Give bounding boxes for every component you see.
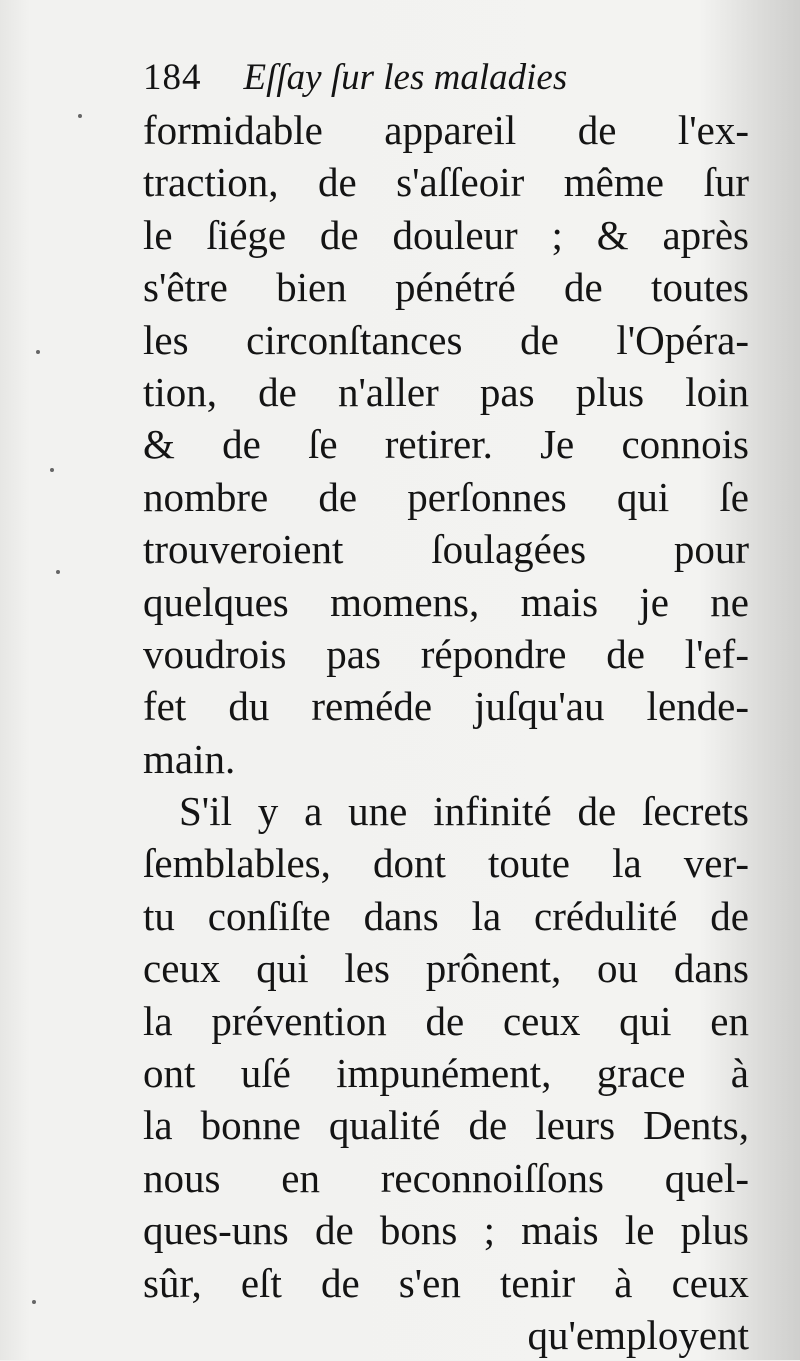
page-number: 184 (143, 57, 202, 98)
running-header (143, 52, 749, 104)
paper-speck (36, 350, 40, 354)
text-line: ques-uns de bons ; mais le plus (143, 1207, 749, 1254)
catchword: qu'employent (527, 1311, 749, 1358)
paper-speck (78, 114, 82, 118)
text-line: trouveroient ſoulagées pour (143, 526, 749, 573)
text-line: traction, de s'aſſeoir même ſur (143, 159, 749, 206)
paragraph (143, 104, 749, 785)
text-line: les circonſtances de l'Opéra- (143, 316, 749, 363)
text-line: la prévention de ceux qui en (143, 997, 749, 1044)
text-line: nombre de perſonnes qui ſe (143, 473, 749, 520)
page-text (143, 52, 749, 1361)
text-line: & de ſe retirer. Je connois (143, 421, 749, 468)
text-line: ont uſé impunément, grace à (143, 1050, 749, 1097)
text-line: nous en reconnoiſſons quel- (143, 1154, 749, 1201)
paper-speck (50, 468, 54, 472)
text-line: la bonne qualité de leurs Dents, (143, 1102, 749, 1149)
text-line: S'il y a une infinité de ſecrets (179, 788, 749, 835)
text-line: tu conſiſte dans la crédulité de (143, 892, 749, 939)
paper-speck (32, 1300, 36, 1304)
text-line: voudrois pas répondre de l'ef- (143, 630, 749, 677)
paper-speck (56, 570, 60, 574)
paragraph (143, 785, 749, 1309)
running-title: Eſſay ſur les maladies (243, 57, 568, 98)
text-line: le ſiége de douleur ; & après (143, 211, 749, 258)
text-line: formidable appareil de l'ex- (143, 107, 749, 153)
text-line: quelques momens, mais je ne (143, 578, 749, 625)
text-line: sûr, eſt de s'en tenir à ceux (143, 1259, 749, 1306)
text-line: ceux qui les prônent, ou dans (143, 945, 749, 992)
text-line: ſemblables, dont toute la ver- (143, 840, 749, 887)
text-line: fet du reméde juſqu'au lende- (143, 683, 749, 730)
text-line: tion, de n'aller pas plus loin (143, 368, 749, 415)
text-line: s'être bien pénétré de toutes (143, 264, 749, 311)
text-line: main. (143, 735, 236, 782)
